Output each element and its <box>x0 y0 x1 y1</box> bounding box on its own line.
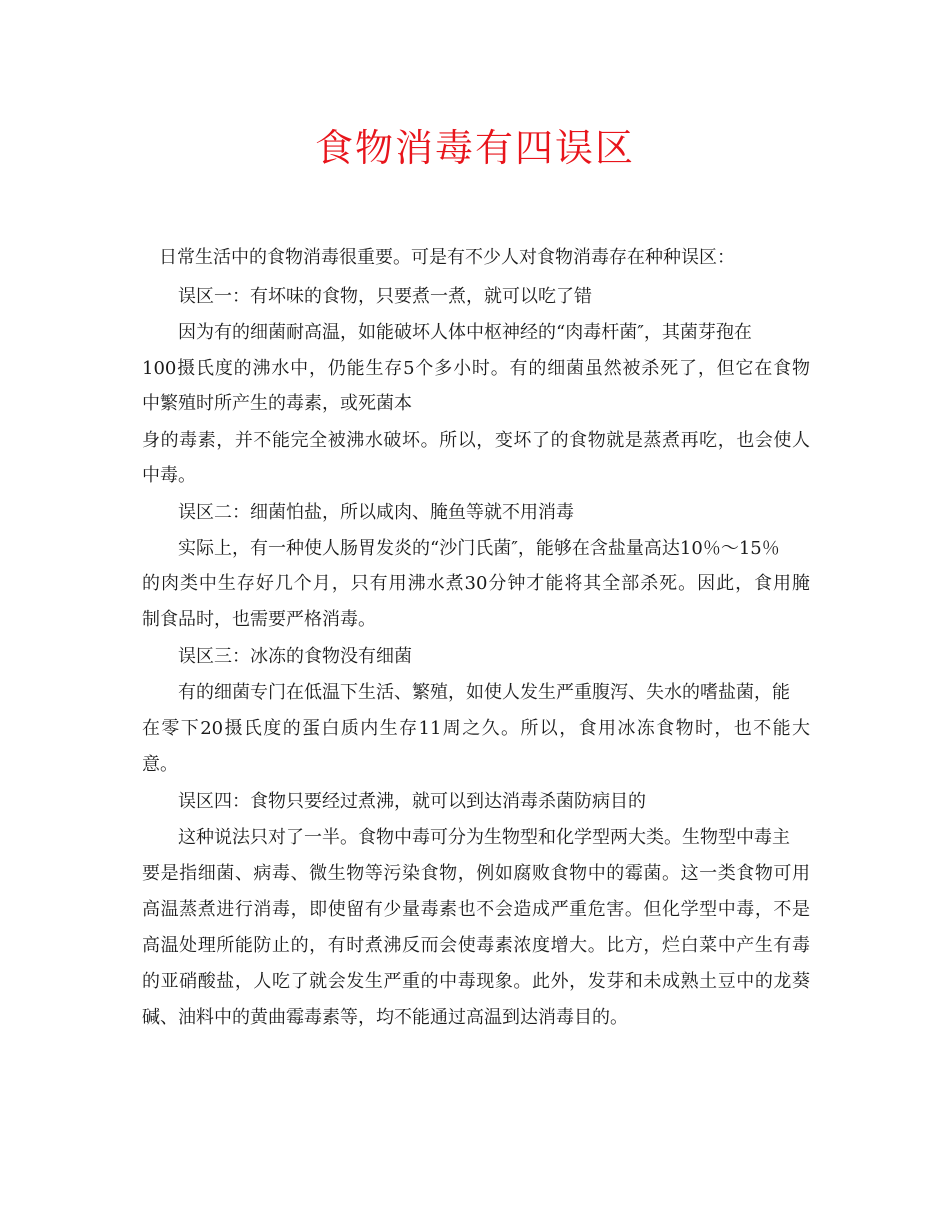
paragraph-line: 制食品时，也需要严格消毒。 <box>142 609 376 630</box>
paragraph-line: 高温处理所能防止的，有时煮沸反而会使毒素浓度增大。比方，烂白菜中产生有毒 <box>142 935 810 956</box>
paragraph-line: 有的细菌专门在低温下生活、繁殖，如使人发生严重腹泻、失水的嗜盐菌，能 <box>178 682 790 703</box>
document-title: 食物消毒有四误区 <box>314 126 635 170</box>
heading-myth-3: 误区三：冰冻的食物没有细菌 <box>178 646 412 667</box>
paragraph-line: 要是指细菌、病毒、微生物等污染食物，例如腐败食物中的霉菌。这一类食物可用 <box>142 863 810 884</box>
paragraph-line: 在零下20摄氏度的蛋白质内生存11周之久。所以，食用冰冻食物时，也不能大 <box>142 718 810 739</box>
paragraph-line: 这种说法只对了一半。食物中毒可分为生物型和化学型两大类。生物型中毒主 <box>178 827 790 848</box>
paragraph-line: 因为有的细菌耐高温，如能破坏人体中枢神经的“肉毒杆菌″，其菌芽孢在 <box>178 322 752 343</box>
paragraph-line: 的亚硝酸盐，人吃了就会发生严重的中毒现象。此外，发芽和未成熟土豆中的龙葵 <box>142 971 810 992</box>
paragraph-intro: 日常生活中的食物消毒很重要。可是有不少人对食物消毒存在种种误区： <box>159 247 735 268</box>
heading-myth-4: 误区四：食物只要经过煮沸，就可以到达消毒杀菌防病目的 <box>178 791 646 812</box>
paragraph-line: 碱、油料中的黄曲霉毒素等，均不能通过高温到达消毒目的。 <box>142 1007 628 1028</box>
heading-myth-2: 误区二：细菌怕盐，所以咸肉、腌鱼等就不用消毒 <box>178 502 574 523</box>
paragraph-line: 身的毒素，并不能完全被沸水破坏。所以，变坏了的食物就是蒸煮再吃，也会使人 <box>142 430 810 451</box>
paragraph-line: 中毒。 <box>142 465 196 486</box>
paragraph-line: 中繁殖时所产生的毒素，或死菌本 <box>142 393 412 414</box>
paragraph-line: 意。 <box>142 754 178 775</box>
paragraph-line: 100摄氏度的沸水中，仍能生存5个多小时。有的细菌虽然被杀死了，但它在食物 <box>142 358 810 379</box>
heading-myth-1: 误区一：有坏味的食物，只要煮一煮，就可以吃了错 <box>178 286 592 307</box>
paragraph-line: 的肉类中生存好几个月，只有用沸水煮30分钟才能将其全部杀死。因此，食用腌 <box>142 573 810 594</box>
paragraph-line: 实际上，有一种使人肠胃发炎的“沙门氏菌″，能够在含盐量高达10％～15％ <box>178 538 780 559</box>
paragraph-line: 高温蒸煮进行消毒，即使留有少量毒素也不会造成严重危害。但化学型中毒，不是 <box>142 899 810 920</box>
